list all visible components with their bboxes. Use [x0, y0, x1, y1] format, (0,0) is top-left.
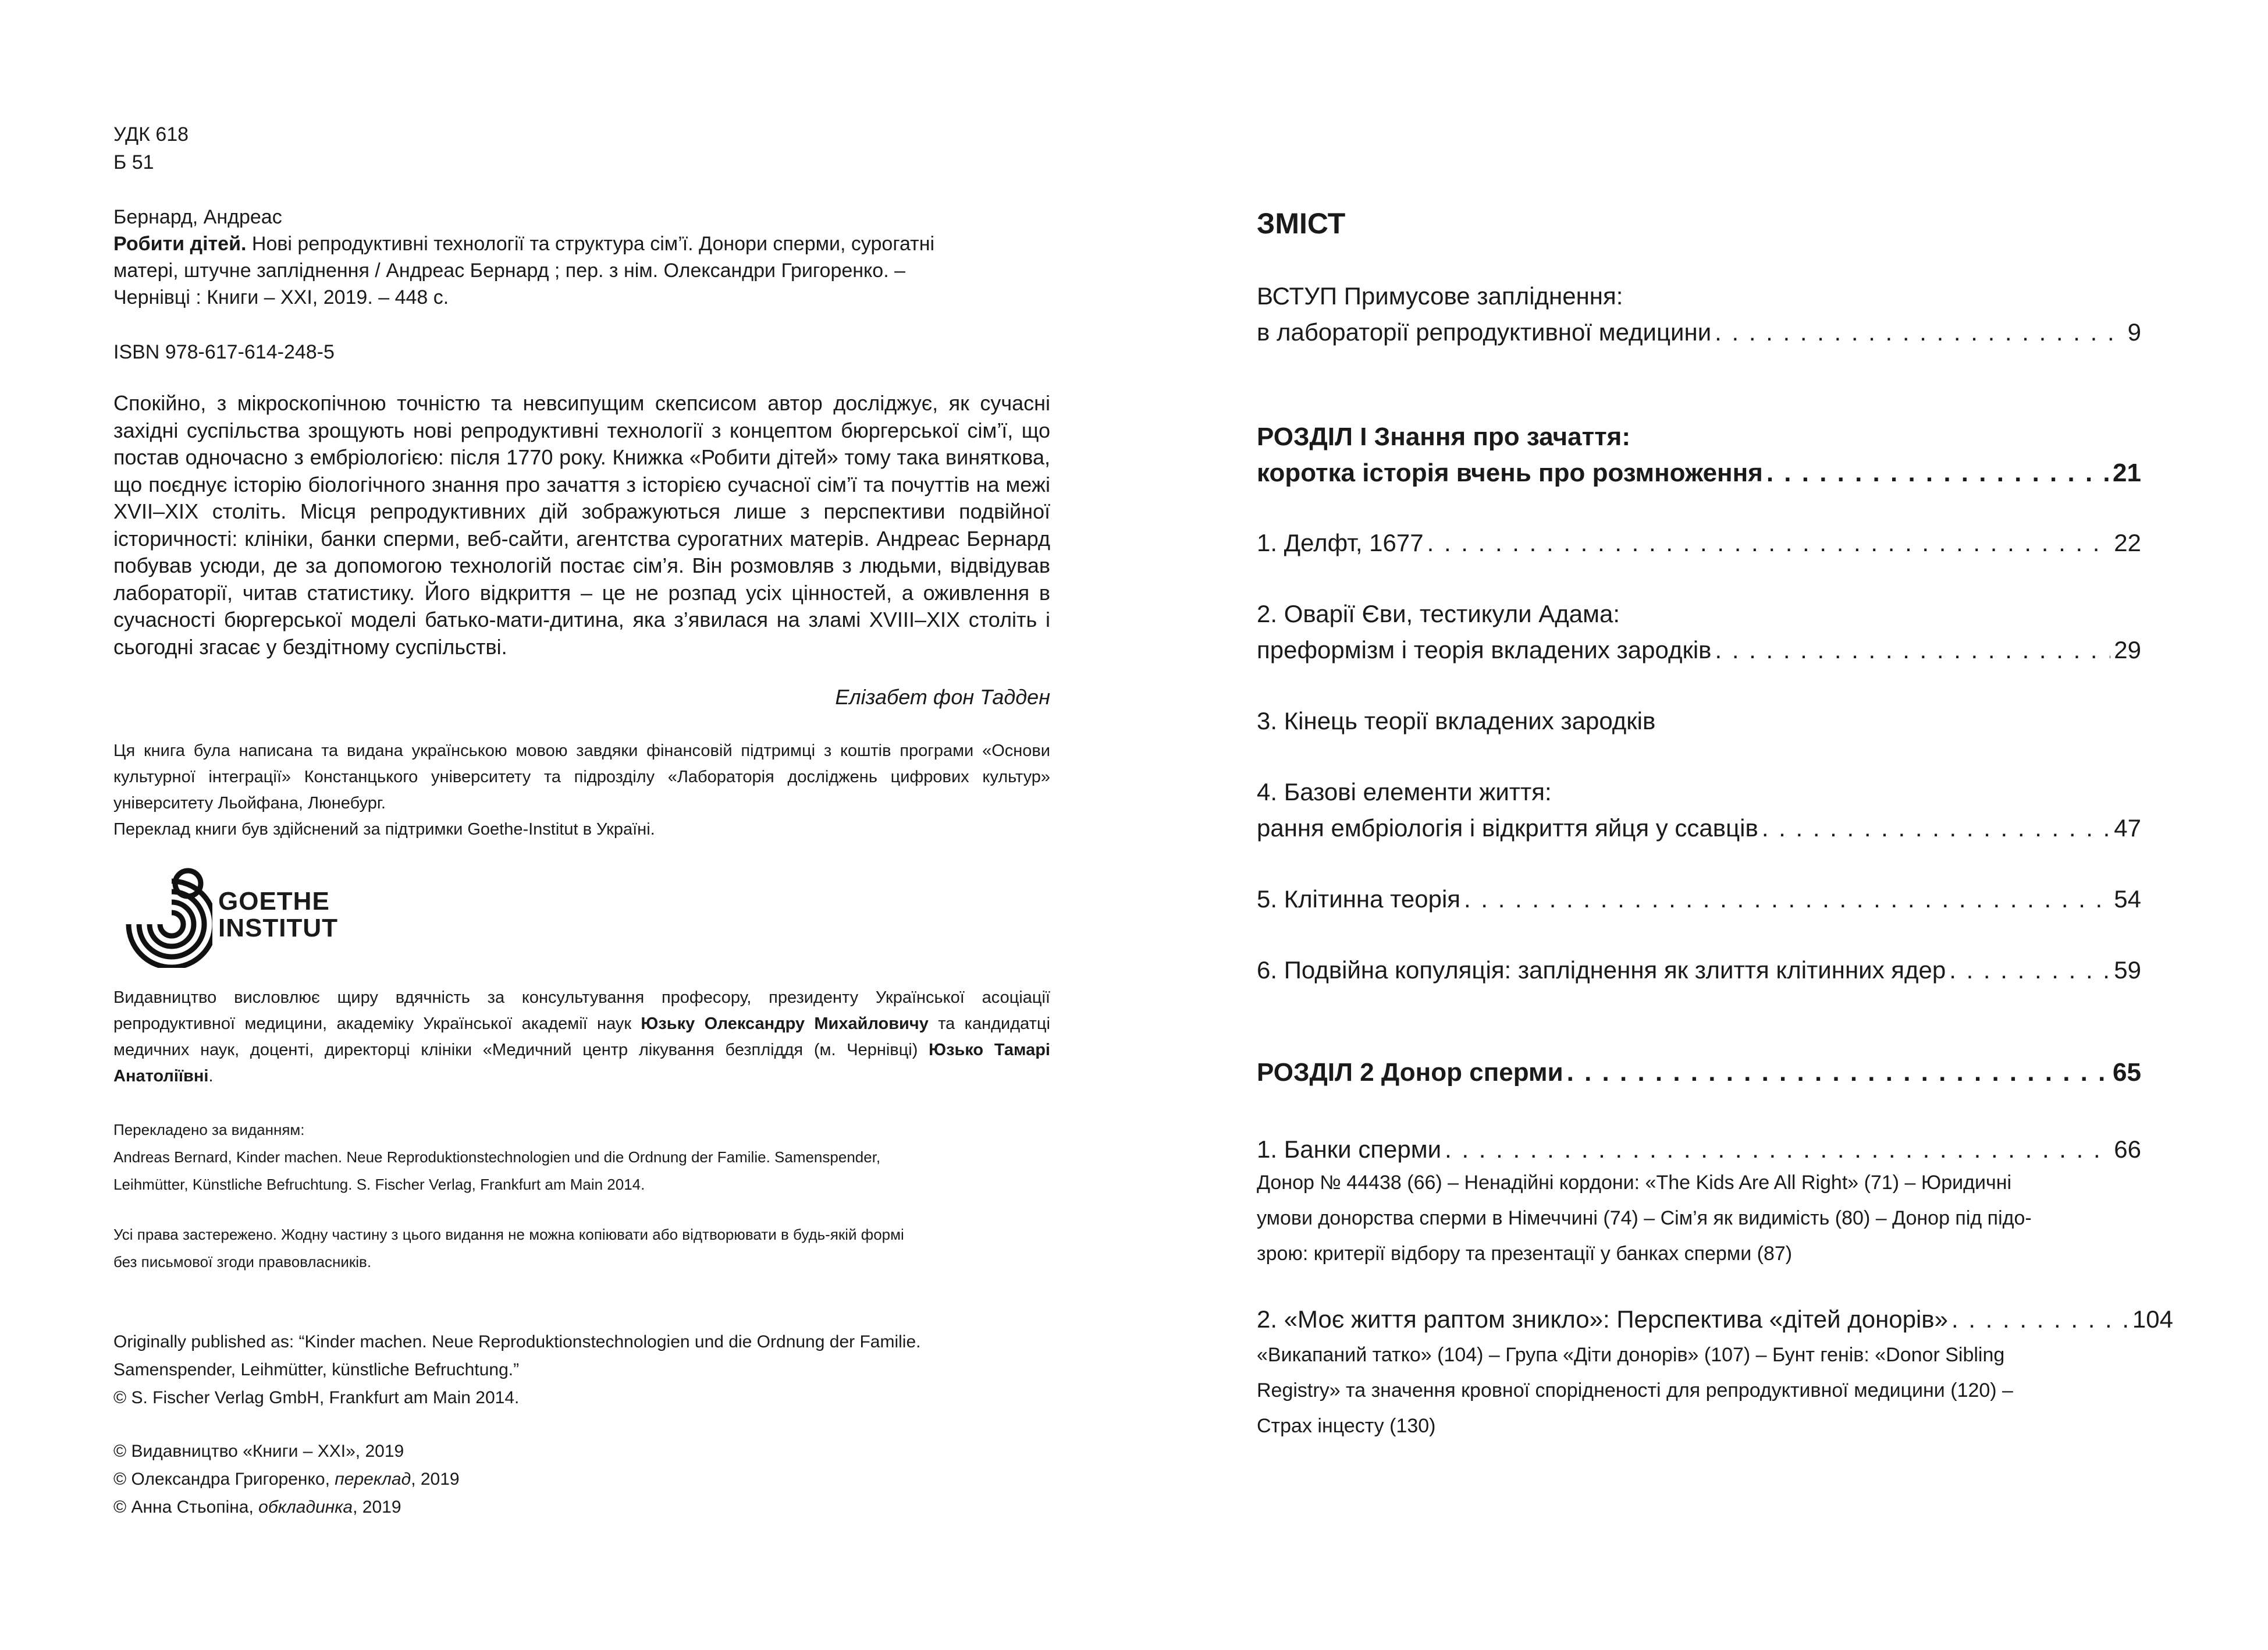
- book-title: Робити дітей.: [113, 233, 247, 255]
- copyright-3-b: , 2019: [353, 1498, 401, 1517]
- thanks-name-1: Юзьку Олександру Михайловичу: [641, 1014, 929, 1033]
- logo-line-1: GOETHE: [218, 887, 330, 916]
- translated-from-line-2: Leihmütter, Künstliche Befruchtung. S. Fischer Verlag, Frankfurt am Main 2014.: [113, 1176, 645, 1193]
- toc-ch-5[interactable]: [1257, 881, 2141, 917]
- toc-part-2[interactable]: [1257, 1055, 2141, 1091]
- copyright-2-a: © Олександра Григоренко,: [113, 1470, 335, 1489]
- goethe-logo-icon: [113, 866, 212, 968]
- rights-line-1: Усі права застережено. Жодну частину з цього видання не можна копіювати або відтворювати в будь-якій формі: [113, 1226, 904, 1243]
- thanks-name-2: Юзько Тамарі Анатоліївні: [113, 1041, 1050, 1085]
- toc-p2-ch-2-sub-1: «Викапаний татко» (104) – Група «Діти донорів» (107) – Бунт генів: «Donor Sibling: [1257, 1344, 2005, 1366]
- toc-ch-2[interactable]: [1257, 596, 2141, 668]
- toc-ch-4-line-1: 4. Базові елементи життя:: [1257, 778, 1552, 806]
- toc-dots: [1762, 810, 2110, 846]
- copyright-1: © Видавництво «Книги – ХХІ», 2019: [113, 1442, 404, 1461]
- toc-ch-6-title: 6. Подвійна копуляція: запліднення як злиття клітинних ядер: [1257, 956, 1946, 984]
- toc-dots: [1951, 1301, 2129, 1337]
- annotation: Спокійно, з мікроскопічною точністю та невсипущим скепсисом автор досліджує, як сучасні західні суспільства зрощують нові репродуктивні технології з концептом бюргерської сім’ї, що постав одночасно з ембріологією: після 1770 року. Книжка «Робити дітей» тому така виняткова, що поєднує історію біологічного знання про зачаття з історією сучасної сім’ї та почуттів на межі XVII–XIX століть. Місця репродуктивних дій зображуються лише з перспективи подвійної історичності: клініки, банки сперми, веб-сайти, агентства сурогатних матерів. Андреас Бернард побував усюди, де за допомогою технологій постає сім’я. Він розмовляв з людьми, відвідував лабораторії, читав статистику. Його відкриття – це не розпад усіх цінностей, а оживлення в сучасності бюргерської моделі батько-мати-дитина, яка з’явилася на зламі XVIII–XIX століть і сьогодні згасає у бездітному суспільстві.: [113, 391, 1050, 659]
- toc-dots: [1715, 632, 2110, 668]
- toc-p2-ch-1[interactable]: [1257, 1131, 2141, 1168]
- toc-part-2-title: РОЗДІЛ 2 Донор сперми: [1257, 1058, 1563, 1087]
- toc-p2-ch-1-page: 66: [2114, 1136, 2141, 1163]
- toc-ch-2-line-2: [1257, 632, 2141, 668]
- toc-ch-4[interactable]: [1257, 774, 2141, 846]
- toc-p2-ch-2-page: 104: [2132, 1305, 2173, 1333]
- toc-part-1-line-1: РОЗДІЛ І Знання про зачаття:: [1257, 423, 1630, 451]
- toc-dots: [1427, 525, 2111, 561]
- thanks-part-1: Видавництво висловлює щиру вдячність за консультування професору, президенту Української асоціації репродуктивної медицини, академіку Української академії наук: [113, 988, 1050, 1033]
- toc-intro-title: в лабораторії репродуктивної медицини: [1257, 318, 1712, 346]
- toc-ch-4-line-2: [1257, 810, 2141, 846]
- toc-ch-3[interactable]: 3. Кінець теорії вкладених зародків: [1257, 707, 1656, 734]
- toc-part-1-page: 21: [2113, 459, 2141, 487]
- toc-part-1-line-2: [1257, 455, 2141, 491]
- toc-ch-2-title: преформізм і теорія вкладених зародків: [1257, 636, 1712, 663]
- orig-line-3: © S. Fischer Verlag GmbH, Frankfurt am Main 2014.: [113, 1388, 520, 1407]
- toc-intro-page: 9: [2127, 318, 2141, 346]
- biblio-line-3: Чернівці : Книги – ХХІ, 2019. – 448 с.: [113, 286, 449, 308]
- biblio-line-2: матері, штучне запліднення / Андреас Бернард ; пер. з нім. Олександри Григоренко. –: [113, 260, 906, 282]
- toc-title: ЗМІСТ: [1257, 207, 1346, 240]
- toc-p2-ch-2[interactable]: [1257, 1301, 2173, 1337]
- udk-code: УДК 618: [113, 123, 189, 146]
- isbn: ISBN 978-617-614-248-5: [113, 341, 335, 363]
- toc-ch-1-title: 1. Делфт, 1677: [1257, 529, 1424, 556]
- copyright-3-role: обкладинка: [258, 1498, 353, 1517]
- toc-ch-4-title: рання ембріологія і відкриття яйця у ссавців: [1257, 814, 1758, 842]
- copyright-2-role: переклад: [335, 1470, 411, 1489]
- biblio-line-1: [113, 230, 1050, 257]
- thanks-part-2: та кандидатці медичних наук, доценті, директорці клініки «Медичний центр лікування безпліддя (м. Чернівці): [113, 1014, 1050, 1059]
- logo-line-2: INSTITUT: [218, 914, 338, 942]
- biblio-line-1-text: Нові репродуктивні технології та структура сім’ї. Донори сперми, сурогатні: [246, 233, 935, 255]
- toc-ch-1[interactable]: [1257, 525, 2141, 561]
- toc-dots: [1715, 314, 2124, 350]
- toc-part-1-title: коротка історія вчень про розмноження: [1257, 459, 1763, 487]
- toc-p2-ch-2-title: 2. «Моє життя раптом зникло»: Перспектива «дітей донорів»: [1257, 1305, 1948, 1333]
- toc-part-1[interactable]: [1257, 419, 2141, 491]
- toc-dots: [1567, 1055, 2109, 1091]
- toc-intro-line-2: [1257, 314, 2141, 350]
- orig-line-1: Originally published as: “Kinder machen. Neue Reproduktionstechnologien und die Ordnung der Familie.: [113, 1332, 921, 1351]
- toc-dots: [1949, 952, 2110, 988]
- support-text: Ця книга була написана та видана українською мовою завдяки фінансовій підтримці з коштів програми «Основи культурної інтеграції» Констанцького університету та підрозділу «Лабораторія досліджень цифрових культур» університету Льойфана, Люнебург.: [113, 741, 1050, 812]
- toc-ch-5-title: 5. Клітинна теорія: [1257, 885, 1461, 913]
- copyright-3: [113, 1493, 1050, 1521]
- annotation-author: Елізабет фон Тадден: [835, 685, 1050, 709]
- copyright-2-b: , 2019: [411, 1470, 460, 1489]
- toc-dots: [1464, 881, 2110, 917]
- orig-line-2: Samenspender, Leihmütter, künstliche Befruchtung.”: [113, 1360, 520, 1379]
- toc-p2-ch-1-title: 1. Банки сперми: [1257, 1136, 1442, 1163]
- toc-ch-2-page: 29: [2114, 636, 2141, 663]
- toc-ch-2-line-1: 2. Оварії Єви, тестикули Адама:: [1257, 600, 1620, 627]
- toc-dots: [1445, 1131, 2110, 1168]
- copyright-2: [113, 1466, 1050, 1493]
- toc-ch-4-page: 47: [2114, 814, 2141, 842]
- thanks-text: [113, 985, 1050, 1090]
- translated-from-line-1: Andreas Bernard, Kinder machen. Neue Reproduktionstechnologien und die Ordnung der Familie. Samenspender,: [113, 1148, 881, 1166]
- translated-from-label: Перекладено за виданням:: [113, 1121, 305, 1138]
- toc-p2-ch-1-sub-2: умови донорства сперми в Німеччині (74) – Сім’я як видимість (80) – Донор під підо-: [1257, 1207, 2032, 1229]
- toc-part-2-page: 65: [2113, 1058, 2141, 1087]
- rights-line-2: без письмової згоди правовласників.: [113, 1253, 372, 1271]
- bbk-code: Б 51: [113, 151, 154, 173]
- toc-p2-ch-2-sub-2: Registry» та значення кровної спорідненості для репродуктивної медицини (120) –: [1257, 1379, 2013, 1401]
- toc-ch-6-page: 59: [2114, 956, 2141, 984]
- goethe-support: Переклад книги був здійснений за підтримки Goethe-Institut в Україні.: [113, 820, 655, 839]
- toc-p2-ch-2-sub-3: Страх інцесту (130): [1257, 1415, 1436, 1437]
- toc-intro[interactable]: [1257, 278, 2141, 350]
- author-name: Бернард, Андреас: [113, 206, 282, 228]
- toc-p2-ch-1-sub-1: Донор № 44438 (66) – Ненадійні кордони: «The Kids Are All Right» (71) – Юридичні: [1257, 1172, 2012, 1194]
- toc-ch-5-page: 54: [2114, 885, 2141, 913]
- toc-ch-6[interactable]: [1257, 952, 2141, 988]
- toc-intro-line-1: ВСТУП Примусове запліднення:: [1257, 282, 1623, 310]
- copyright-3-a: © Анна Стьопіна,: [113, 1498, 259, 1517]
- toc-p2-ch-1-sub-3: зрою: критерії відбору та презентації у банках сперми (87): [1257, 1243, 1793, 1265]
- toc-dots: [1766, 455, 2109, 491]
- thanks-end: .: [208, 1067, 214, 1085]
- goethe-institut-logo: [113, 866, 346, 968]
- toc-ch-1-page: 22: [2114, 529, 2141, 556]
